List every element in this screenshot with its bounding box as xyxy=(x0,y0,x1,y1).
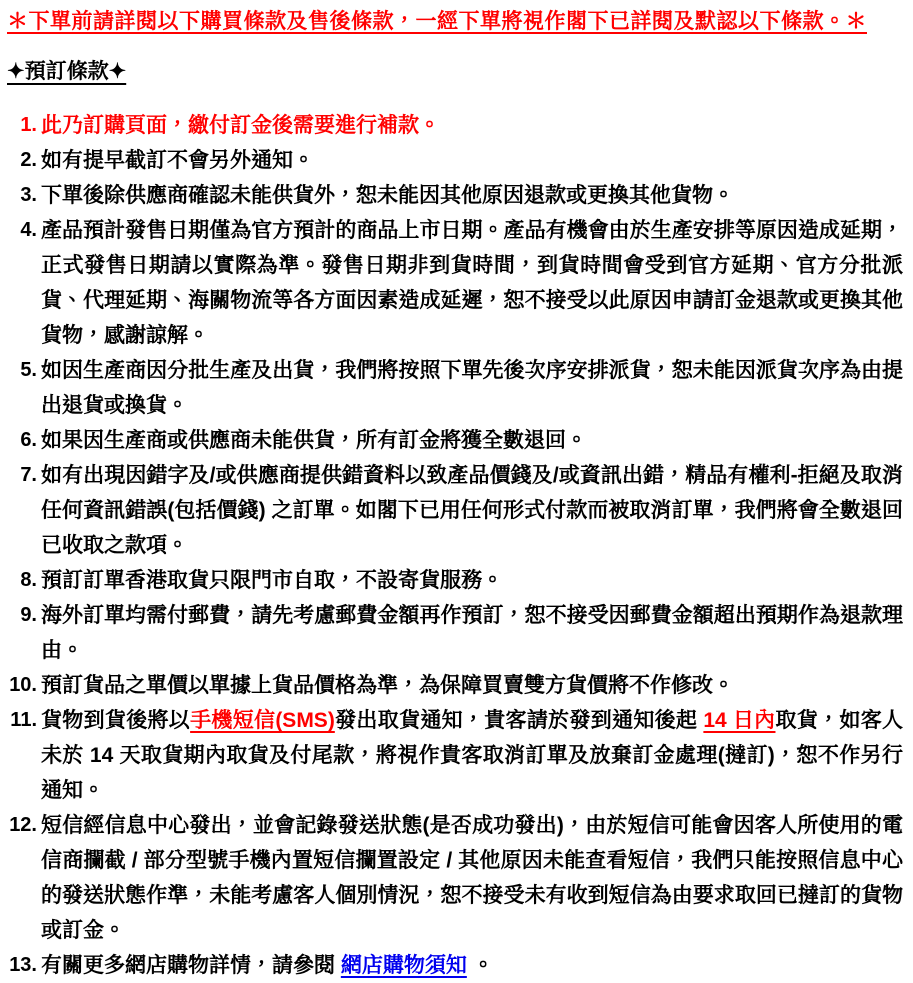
term-number: 13. xyxy=(9,954,37,976)
term-text: 如有提早截訂不會另外通知。 xyxy=(41,149,314,172)
term-item-12 xyxy=(7,808,903,948)
term-number: 7. xyxy=(20,464,37,486)
term-text-segment: 貨物到貨後將以 xyxy=(41,709,191,732)
term-text-segment: 有關更多網店購物詳情，請參閱 xyxy=(41,954,341,977)
term-number: 11. xyxy=(10,709,37,731)
term-item-13 xyxy=(7,948,903,983)
term-text: 預訂訂單香港取貨只限門市自取，不設寄貨服務。 xyxy=(41,569,503,592)
term-text-segment: 發出取貨通知，貴客請於發到通知後起 xyxy=(334,709,704,732)
section-heading-text: ✦預訂條款✦ xyxy=(7,60,127,83)
term-item-6 xyxy=(7,423,903,458)
term-text: 如因生產商因分批生產及出貨，我們將按照下單先後次序安排派貨，恕未能因派貨次序為由提出退貨或換貨。 xyxy=(41,359,903,417)
term-item-7 xyxy=(7,458,903,563)
shop-guidelines-link[interactable]: 網店購物須知 xyxy=(340,954,467,977)
term-item-8 xyxy=(7,563,903,598)
term-item-2 xyxy=(7,143,903,178)
term-number: 1. xyxy=(20,114,37,136)
term-number: 10. xyxy=(9,674,37,696)
pickup-deadline-emphasis: 14 日內 xyxy=(703,709,776,732)
term-text: 此乃訂購頁面，繳付訂金後需要進行補款。 xyxy=(41,114,440,137)
term-text: 預訂貨品之單價以單據上貨品價格為準，為保障買賣雙方貨價將不作修改。 xyxy=(41,674,734,697)
term-number: 6. xyxy=(20,429,37,451)
term-text: 短信經信息中心發出，並會記錄發送狀態(是否成功發出)，由於短信可能會因客人所使用的電信商攔截 / 部分型號手機內置短信攔置設定 / 其他原因未能查看短信，我們只能按照信息中心的發送狀態作準，未能考慮客人個別情況，恕不接受未有收到短信為由要求取回已撻訂的貨物或訂金。 xyxy=(41,814,903,942)
term-item-3 xyxy=(7,178,903,213)
term-text-segment: 取貨，如客人未於 14 天取貨期內取貨及付尾款，將視作貴客取消訂單及放棄訂金處理(撻訂)，恕不作另行通知。 xyxy=(41,709,903,802)
term-item-4 xyxy=(7,213,903,353)
term-text: 產品預計發售日期僅為官方預計的商品上市日期。產品有機會由於生產安排等原因造成延期，正式發售日期請以實際為準。發售日期非到貨時間，到貨時間會受到官方延期、官方分批派貨、代理延期、海關物流等各方面因素造成延遲，恕不接受以此原因申請訂金退款或更換其他貨物，感謝諒解。 xyxy=(41,219,903,347)
term-number: 9. xyxy=(20,604,37,626)
term-text: 如有出現因錯字及/或供應商提供錯資料以致產品價錢及/或資訊出錯，精品有權利-拒絕及取消任何資訊錯誤(包括價錢) 之訂單。如閣下已用任何形式付款而被取消訂單，我們將會全數退回已收取之款項。 xyxy=(41,464,903,557)
term-item-5 xyxy=(7,353,903,423)
term-number: 8. xyxy=(20,569,37,591)
term-number: 4. xyxy=(20,219,37,241)
term-text: 海外訂單均需付郵費，請先考慮郵費金額再作預訂，恕不接受因郵費金額超出預期作為退款理由。 xyxy=(41,604,903,662)
term-item-1 xyxy=(7,108,903,143)
pre-order-warning-banner xyxy=(7,8,903,36)
term-text: 下單後除供應商確認未能供貨外，恕未能因其他原因退款或更換其他貨物。 xyxy=(41,184,734,207)
sms-pickup-notice-emphasis: 手機短信(SMS) xyxy=(190,709,335,732)
term-item-10 xyxy=(7,668,903,703)
term-number: 12. xyxy=(9,814,37,836)
term-number: 5. xyxy=(20,359,37,381)
term-text xyxy=(41,703,903,808)
term-text: 如果因生產商或供應商未能供貨，所有訂金將獲全數退回。 xyxy=(41,429,587,452)
term-number: 3. xyxy=(20,184,37,206)
pre-order-warning-text: ＊下單前請詳閱以下購買條款及售後條款，一經下單將視作閣下已詳閱及默認以下條款。＊ xyxy=(7,10,867,33)
term-item-11 xyxy=(7,703,903,808)
term-text xyxy=(41,948,903,983)
term-text-segment: 。 xyxy=(466,954,494,977)
section-heading-preorder-terms xyxy=(7,58,903,86)
term-number: 2. xyxy=(20,149,37,171)
term-item-9 xyxy=(7,598,903,668)
terms-list xyxy=(7,108,903,983)
